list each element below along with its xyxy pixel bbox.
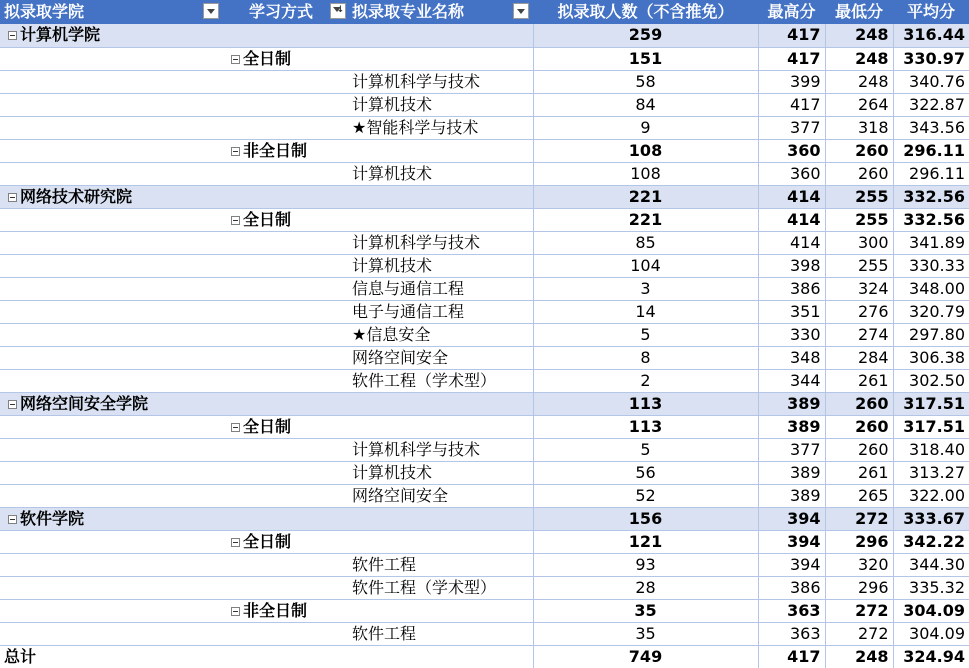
- avg-score-cell: 296.11: [893, 162, 969, 185]
- avg-score-cell: 333.67: [893, 507, 969, 530]
- avg-score-cell: 304.09: [893, 599, 969, 622]
- major-name: 计算机技术: [352, 94, 433, 114]
- avg-score-cell: 306.38: [893, 346, 969, 369]
- avg-score-cell: 317.51: [893, 392, 969, 415]
- major-row: [0, 438, 969, 461]
- avg-score-cell: 344.30: [893, 553, 969, 576]
- major-label-cell: [0, 162, 533, 185]
- study-mode-label-cell: [0, 139, 533, 162]
- collapse-toggle-icon[interactable]: [231, 216, 240, 225]
- study-mode-row: [0, 415, 969, 438]
- college-row: [0, 507, 969, 530]
- count-cell: 104: [533, 254, 758, 277]
- count-cell: 749: [533, 645, 758, 668]
- major-label-cell: [0, 369, 533, 392]
- count-cell: 56: [533, 461, 758, 484]
- major-label-cell: [0, 438, 533, 461]
- min-score-cell: 272: [825, 507, 893, 530]
- min-score-cell: 272: [825, 622, 893, 645]
- min-score-cell: 296: [825, 530, 893, 553]
- study-mode-name: 非全日制: [243, 600, 308, 620]
- max-score-cell: 386: [758, 576, 825, 599]
- study-mode-label-cell: [0, 208, 533, 231]
- min-score-cell: 300: [825, 231, 893, 254]
- min-score-cell: 248: [825, 70, 893, 93]
- major-row: [0, 346, 969, 369]
- collapse-toggle-icon[interactable]: [231, 607, 240, 616]
- count-cell: 52: [533, 484, 758, 507]
- count-cell: 28: [533, 576, 758, 599]
- major-row: [0, 461, 969, 484]
- count-cell: 113: [533, 392, 758, 415]
- min-score-cell: 274: [825, 323, 893, 346]
- max-score-cell: 330: [758, 323, 825, 346]
- max-score-cell: 389: [758, 484, 825, 507]
- major-row: [0, 553, 969, 576]
- major-name: 软件工程（学术型）: [352, 370, 497, 390]
- study-mode-row: [0, 139, 969, 162]
- major-label-cell: [0, 323, 533, 346]
- collapse-toggle-icon[interactable]: [231, 538, 240, 547]
- min-score-cell: 248: [825, 24, 893, 47]
- max-score-cell: 377: [758, 438, 825, 461]
- header-row: [0, 0, 969, 24]
- count-cell: 3: [533, 277, 758, 300]
- max-score-cell: 377: [758, 116, 825, 139]
- max-score-cell: 398: [758, 254, 825, 277]
- header-major: 拟录取专业名称: [352, 2, 465, 21]
- major-row: [0, 300, 969, 323]
- max-score-cell: 360: [758, 139, 825, 162]
- study-mode-row: [0, 47, 969, 70]
- college-filter-dropdown-icon[interactable]: [203, 3, 219, 19]
- avg-score-cell: 318.40: [893, 438, 969, 461]
- count-cell: 156: [533, 507, 758, 530]
- major-name: 计算机科学与技术: [352, 71, 481, 91]
- max-score-cell: 389: [758, 392, 825, 415]
- study-mode-label-cell: [0, 530, 533, 553]
- avg-score-cell: 297.80: [893, 323, 969, 346]
- min-score-cell: 248: [825, 47, 893, 70]
- avg-score-cell: 322.87: [893, 93, 969, 116]
- max-score-cell: 344: [758, 369, 825, 392]
- avg-score-cell: 324.94: [893, 645, 969, 668]
- min-score-cell: 255: [825, 185, 893, 208]
- avg-score-cell: 316.44: [893, 24, 969, 47]
- header-max: 最高分: [758, 0, 825, 24]
- grand-total-row: [0, 645, 969, 668]
- study-mode-name: 全日制: [243, 209, 292, 229]
- collapse-toggle-icon[interactable]: [231, 423, 240, 432]
- major-name: 软件工程（学术型）: [352, 577, 497, 597]
- max-score-cell: 389: [758, 415, 825, 438]
- min-score-cell: 272: [825, 599, 893, 622]
- count-cell: 121: [533, 530, 758, 553]
- study-mode-row: [0, 530, 969, 553]
- collapse-toggle-icon[interactable]: [8, 31, 17, 40]
- college-label-cell: [0, 185, 533, 208]
- grand-total-label: 总计: [0, 645, 533, 668]
- avg-score-cell: 330.97: [893, 47, 969, 70]
- max-score-cell: 399: [758, 70, 825, 93]
- major-row: [0, 323, 969, 346]
- avg-score-cell: 296.11: [893, 139, 969, 162]
- max-score-cell: 351: [758, 300, 825, 323]
- avg-score-cell: 348.00: [893, 277, 969, 300]
- max-score-cell: 414: [758, 208, 825, 231]
- avg-score-cell: 330.33: [893, 254, 969, 277]
- avg-score-cell: 304.09: [893, 622, 969, 645]
- avg-score-cell: 341.89: [893, 231, 969, 254]
- avg-score-cell: 335.32: [893, 576, 969, 599]
- avg-score-cell: 320.79: [893, 300, 969, 323]
- max-score-cell: 348: [758, 346, 825, 369]
- major-label-cell: [0, 277, 533, 300]
- avg-score-cell: 313.27: [893, 461, 969, 484]
- min-score-cell: 264: [825, 93, 893, 116]
- header-college: 拟录取学院: [4, 2, 85, 21]
- avg-score-cell: 317.51: [893, 415, 969, 438]
- major-name: 计算机科学与技术: [352, 232, 481, 252]
- major-row: [0, 277, 969, 300]
- collapse-toggle-icon[interactable]: [8, 193, 17, 202]
- min-score-cell: 284: [825, 346, 893, 369]
- college-row: [0, 185, 969, 208]
- min-score-cell: 260: [825, 392, 893, 415]
- major-label-cell: [0, 346, 533, 369]
- major-label-cell: [0, 70, 533, 93]
- max-score-cell: 386: [758, 277, 825, 300]
- max-score-cell: 417: [758, 645, 825, 668]
- max-score-cell: 394: [758, 553, 825, 576]
- min-score-cell: 260: [825, 438, 893, 461]
- study-mode-label-cell: [0, 47, 533, 70]
- min-score-cell: 260: [825, 415, 893, 438]
- major-row: [0, 116, 969, 139]
- count-cell: 35: [533, 599, 758, 622]
- college-row: [0, 24, 969, 47]
- major-name: 计算机科学与技术: [352, 439, 481, 459]
- major-label-cell: [0, 576, 533, 599]
- avg-score-cell: 343.56: [893, 116, 969, 139]
- max-score-cell: 360: [758, 162, 825, 185]
- count-cell: 221: [533, 208, 758, 231]
- college-label-cell: [0, 24, 533, 47]
- college-label-cell: [0, 392, 533, 415]
- major-label-cell: [0, 231, 533, 254]
- count-cell: 14: [533, 300, 758, 323]
- collapse-toggle-icon[interactable]: [8, 400, 17, 409]
- min-score-cell: 324: [825, 277, 893, 300]
- avg-score-cell: 302.50: [893, 369, 969, 392]
- major-name: 软件工程: [352, 554, 417, 574]
- min-score-cell: 320: [825, 553, 893, 576]
- major-label-cell: [0, 254, 533, 277]
- major-label-cell: [0, 553, 533, 576]
- college-label-cell: [0, 507, 533, 530]
- max-score-cell: 363: [758, 599, 825, 622]
- max-score-cell: 417: [758, 93, 825, 116]
- count-cell: 108: [533, 139, 758, 162]
- count-cell: 221: [533, 185, 758, 208]
- study-mode-label-cell: [0, 599, 533, 622]
- study-mode-name: 全日制: [243, 531, 292, 551]
- major-name: 电子与通信工程: [352, 301, 465, 321]
- min-score-cell: 318: [825, 116, 893, 139]
- count-cell: 93: [533, 553, 758, 576]
- count-cell: 35: [533, 622, 758, 645]
- avg-score-cell: 342.22: [893, 530, 969, 553]
- header-study-mode: 学习方式: [249, 2, 314, 21]
- collapse-toggle-icon[interactable]: [231, 147, 240, 156]
- max-score-cell: 414: [758, 185, 825, 208]
- count-cell: 5: [533, 438, 758, 461]
- major-filter-dropdown-icon[interactable]: [513, 3, 529, 19]
- major-row: [0, 70, 969, 93]
- min-score-cell: 248: [825, 645, 893, 668]
- study-mode-label-cell: [0, 415, 533, 438]
- count-cell: 108: [533, 162, 758, 185]
- min-score-cell: 260: [825, 139, 893, 162]
- study-mode-row: [0, 208, 969, 231]
- max-score-cell: 363: [758, 622, 825, 645]
- college-name: 网络技术研究院: [20, 186, 133, 206]
- max-score-cell: 417: [758, 24, 825, 47]
- avg-score-cell: 332.56: [893, 185, 969, 208]
- major-name: 网络空间安全: [352, 347, 449, 367]
- major-name: ★智能科学与技术: [352, 117, 479, 137]
- study-mode-sort-filter-icon[interactable]: ↓: [330, 3, 346, 19]
- avg-score-cell: 332.56: [893, 208, 969, 231]
- min-score-cell: 296: [825, 576, 893, 599]
- major-label-cell: [0, 461, 533, 484]
- major-label-cell: [0, 484, 533, 507]
- college-name: 网络空间安全学院: [20, 393, 149, 413]
- count-cell: 5: [533, 323, 758, 346]
- min-score-cell: 255: [825, 254, 893, 277]
- max-score-cell: 394: [758, 507, 825, 530]
- count-cell: 113: [533, 415, 758, 438]
- major-row: [0, 231, 969, 254]
- college-name: 计算机学院: [20, 25, 101, 45]
- major-name: 计算机技术: [352, 462, 433, 482]
- collapse-toggle-icon[interactable]: [231, 55, 240, 64]
- max-score-cell: 389: [758, 461, 825, 484]
- count-cell: 2: [533, 369, 758, 392]
- min-score-cell: 261: [825, 369, 893, 392]
- major-name: ★信息安全: [352, 324, 431, 344]
- avg-score-cell: 322.00: [893, 484, 969, 507]
- major-row: [0, 622, 969, 645]
- study-mode-name: 非全日制: [243, 140, 308, 160]
- count-cell: 8: [533, 346, 758, 369]
- min-score-cell: 255: [825, 208, 893, 231]
- major-row: [0, 484, 969, 507]
- max-score-cell: 417: [758, 47, 825, 70]
- count-cell: 58: [533, 70, 758, 93]
- header-label-area: [0, 0, 533, 24]
- count-cell: 85: [533, 231, 758, 254]
- major-row: [0, 576, 969, 599]
- major-row: [0, 254, 969, 277]
- major-name: 软件工程: [352, 623, 417, 643]
- collapse-toggle-icon[interactable]: [8, 515, 17, 524]
- pivot-body: [0, 24, 969, 668]
- major-label-cell: [0, 93, 533, 116]
- header-min: 最低分: [825, 0, 893, 24]
- major-name: 计算机技术: [352, 163, 433, 183]
- count-cell: 259: [533, 24, 758, 47]
- header-avg: 平均分: [893, 0, 969, 24]
- min-score-cell: 276: [825, 300, 893, 323]
- study-mode-name: 全日制: [243, 416, 292, 436]
- avg-score-cell: 340.76: [893, 70, 969, 93]
- min-score-cell: 265: [825, 484, 893, 507]
- major-row: [0, 369, 969, 392]
- min-score-cell: 260: [825, 162, 893, 185]
- max-score-cell: 394: [758, 530, 825, 553]
- major-label-cell: [0, 622, 533, 645]
- count-cell: 151: [533, 47, 758, 70]
- major-name: 网络空间安全: [352, 485, 449, 505]
- college-name: 软件学院: [20, 508, 85, 528]
- header-count: 拟录取人数（不含推免）: [533, 0, 758, 24]
- min-score-cell: 261: [825, 461, 893, 484]
- major-row: [0, 93, 969, 116]
- major-row: [0, 162, 969, 185]
- count-cell: 9: [533, 116, 758, 139]
- max-score-cell: 414: [758, 231, 825, 254]
- college-row: [0, 392, 969, 415]
- study-mode-row: [0, 599, 969, 622]
- count-cell: 84: [533, 93, 758, 116]
- major-name: 计算机技术: [352, 255, 433, 275]
- major-label-cell: [0, 300, 533, 323]
- major-name: 信息与通信工程: [352, 278, 465, 298]
- major-label-cell: [0, 116, 533, 139]
- study-mode-name: 全日制: [243, 48, 292, 68]
